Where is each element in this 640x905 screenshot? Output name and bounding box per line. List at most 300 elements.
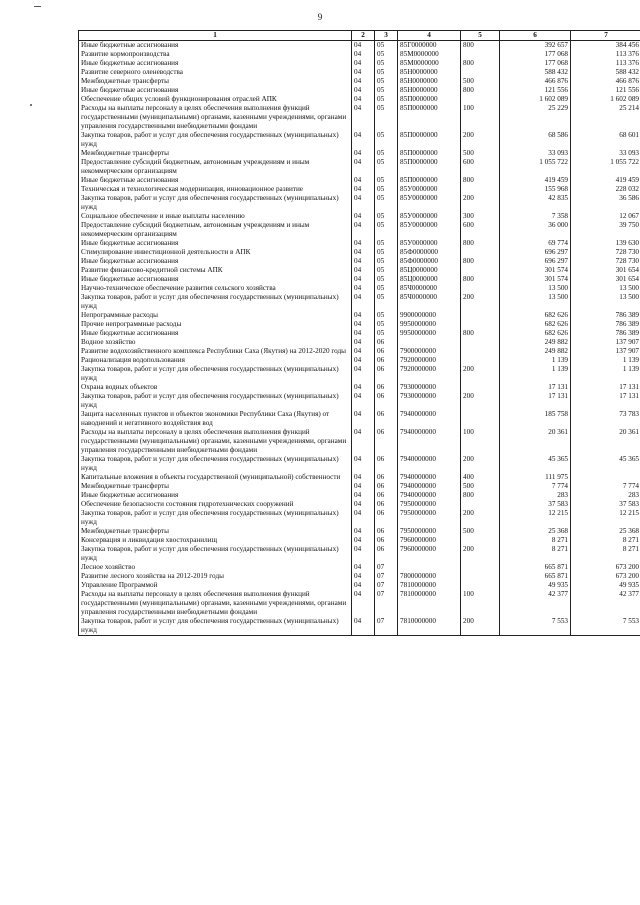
table-row [79, 383, 640, 392]
table-row [79, 536, 640, 545]
row-section: 04 [352, 365, 375, 383]
budget-table [78, 30, 640, 636]
row-section: 04 [352, 410, 375, 428]
table-row [79, 356, 640, 365]
row-subsection: 05 [375, 158, 398, 176]
row-section: 04 [352, 572, 375, 581]
row-subsection: 05 [375, 221, 398, 239]
row-expense-type: 800 [461, 176, 500, 185]
table-row [79, 320, 640, 329]
row-expense-type: 200 [461, 194, 500, 212]
row-subsection: 06 [375, 338, 398, 347]
row-value-year2: 113 376 [571, 59, 640, 68]
row-section: 04 [352, 500, 375, 509]
row-name: Консервация и ликвидация хвостохранилищ [79, 536, 352, 545]
table-row [79, 77, 640, 86]
row-target-code: 85У0000000 [398, 212, 461, 221]
row-subsection: 05 [375, 149, 398, 158]
row-name: Иные бюджетные ассигнования [79, 59, 352, 68]
row-name: Расходы на выплаты персоналу в целях обеспечения выполнения функций государственными (муниципальными) органами, казенными учреждениями, органами управления государственными внебюджетными фондами [79, 590, 352, 617]
table-row [79, 527, 640, 536]
row-section: 04 [352, 527, 375, 536]
row-name: Иные бюджетные ассигнования [79, 239, 352, 248]
row-expense-type [461, 311, 500, 320]
row-value-year1: 42 377 [500, 590, 571, 617]
row-subsection: 07 [375, 581, 398, 590]
row-value-year2: 1 055 722 [571, 158, 640, 176]
row-expense-type: 500 [461, 149, 500, 158]
row-target-code: 85П0000000 [398, 104, 461, 131]
row-expense-type: 800 [461, 257, 500, 266]
row-subsection: 06 [375, 383, 398, 392]
row-value-year2: 13 500 [571, 293, 640, 311]
scan-mark [34, 6, 41, 7]
row-value-year2 [571, 473, 640, 482]
row-value-year2: 384 456 [571, 41, 640, 51]
table-row [79, 50, 640, 59]
row-value-year1: 696 297 [500, 257, 571, 266]
row-subsection: 06 [375, 509, 398, 527]
row-target-code: 85Н0000000 [398, 68, 461, 77]
row-expense-type [461, 563, 500, 572]
row-subsection: 05 [375, 131, 398, 149]
row-value-year2: 121 556 [571, 86, 640, 95]
row-expense-type [461, 248, 500, 257]
row-target-code: 85Н0000000 [398, 86, 461, 95]
row-expense-type [461, 320, 500, 329]
row-subsection: 06 [375, 356, 398, 365]
row-value-year2: 301 654 [571, 266, 640, 275]
row-value-year2: 20 361 [571, 428, 640, 455]
row-value-year2: 73 783 [571, 410, 640, 428]
table-row [79, 158, 640, 176]
table-row [79, 482, 640, 491]
row-value-year1: 12 215 [500, 509, 571, 527]
row-value-year2: 673 200 [571, 563, 640, 572]
row-name: Стимулирование инвестиционной деятельности в АПК [79, 248, 352, 257]
row-value-year1: 682 626 [500, 320, 571, 329]
row-value-year1: 36 000 [500, 221, 571, 239]
table-row [79, 590, 640, 617]
row-subsection: 05 [375, 95, 398, 104]
row-expense-type [461, 266, 500, 275]
table-row [79, 221, 640, 239]
row-name: Иные бюджетные ассигнования [79, 491, 352, 500]
row-value-year1: 20 361 [500, 428, 571, 455]
row-value-year2: 17 131 [571, 383, 640, 392]
row-value-year1: 1 139 [500, 356, 571, 365]
row-target-code: 7810000000 [398, 617, 461, 636]
row-expense-type: 200 [461, 545, 500, 563]
row-name: Прочие непрограммные расходы [79, 320, 352, 329]
table-row [79, 455, 640, 473]
row-section: 04 [352, 482, 375, 491]
row-value-year1: 8 271 [500, 545, 571, 563]
row-target-code: 7940000000 [398, 482, 461, 491]
row-target-code: 85П0000000 [398, 95, 461, 104]
row-expense-type [461, 347, 500, 356]
table-row [79, 311, 640, 320]
row-expense-type: 800 [461, 491, 500, 500]
row-value-year2: 8 271 [571, 545, 640, 563]
row-value-year1: 177 068 [500, 59, 571, 68]
row-name: Закупка товаров, работ и услуг для обеспечения государственных (муниципальных) нужд [79, 392, 352, 410]
row-target-code: 7940000000 [398, 428, 461, 455]
table-row [79, 545, 640, 563]
row-expense-type [461, 284, 500, 293]
row-name: Межбюджетные трансферты [79, 149, 352, 158]
table-row [79, 212, 640, 221]
row-target-code [398, 563, 461, 572]
row-value-year1: 49 935 [500, 581, 571, 590]
column-header: 6 [500, 31, 571, 41]
row-value-year2: 33 093 [571, 149, 640, 158]
row-expense-type [461, 68, 500, 77]
table-row [79, 410, 640, 428]
row-value-year1: 45 365 [500, 455, 571, 473]
row-expense-type: 500 [461, 482, 500, 491]
row-section: 04 [352, 176, 375, 185]
row-value-year1: 665 871 [500, 572, 571, 581]
row-subsection: 07 [375, 590, 398, 617]
row-value-year1: 1 139 [500, 365, 571, 383]
row-value-year2: 466 876 [571, 77, 640, 86]
row-name: Защита населенных пунктов и объектов экономики Республики Саха (Якутия) от наводнений и негативного воздействия вод [79, 410, 352, 428]
row-subsection: 05 [375, 248, 398, 257]
row-subsection: 05 [375, 284, 398, 293]
row-section: 04 [352, 536, 375, 545]
row-subsection: 06 [375, 491, 398, 500]
row-expense-type: 100 [461, 428, 500, 455]
row-target-code: 9900000000 [398, 311, 461, 320]
row-target-code: 9950000000 [398, 320, 461, 329]
row-subsection: 05 [375, 59, 398, 68]
row-section: 04 [352, 491, 375, 500]
table-row [79, 176, 640, 185]
row-name: Расходы на выплаты персоналу в целях обеспечения выполнения функций государственными (муниципальными) органами, казенными учреждениями, органами управления государственными внебюджетными фондами [79, 104, 352, 131]
row-name: Иные бюджетные ассигнования [79, 86, 352, 95]
row-section: 04 [352, 428, 375, 455]
table-row [79, 257, 640, 266]
row-section: 04 [352, 311, 375, 320]
row-value-year1: 682 626 [500, 329, 571, 338]
row-target-code: 7950000000 [398, 527, 461, 536]
row-value-year2: 36 586 [571, 194, 640, 212]
row-target-code: 85Ф0000000 [398, 257, 461, 266]
row-subsection: 06 [375, 347, 398, 356]
table-row [79, 563, 640, 572]
row-name: Закупка товаров, работ и услуг для обеспечения государственных (муниципальных) нужд [79, 545, 352, 563]
row-value-year1: 13 500 [500, 284, 571, 293]
row-value-year1: 17 131 [500, 383, 571, 392]
row-expense-type [461, 185, 500, 194]
row-value-year2: 419 459 [571, 176, 640, 185]
row-section: 04 [352, 95, 375, 104]
row-value-year2: 228 032 [571, 185, 640, 194]
row-expense-type [461, 581, 500, 590]
row-name: Социальное обеспечение и иные выплаты населению [79, 212, 352, 221]
row-expense-type: 800 [461, 329, 500, 338]
row-target-code: 85У0000000 [398, 185, 461, 194]
row-target-code [398, 338, 461, 347]
row-target-code: 85У0000000 [398, 221, 461, 239]
row-subsection: 05 [375, 194, 398, 212]
row-target-code: 85П0000000 [398, 131, 461, 149]
row-value-year2: 1 602 089 [571, 95, 640, 104]
row-target-code: 7930000000 [398, 383, 461, 392]
row-value-year1: 249 882 [500, 347, 571, 356]
row-target-code: 7920000000 [398, 365, 461, 383]
row-value-year2: 728 730 [571, 257, 640, 266]
row-target-code: 85Н0000000 [398, 77, 461, 86]
row-value-year1: 419 459 [500, 176, 571, 185]
row-subsection: 05 [375, 275, 398, 284]
row-target-code: 7900000000 [398, 347, 461, 356]
row-expense-type: 400 [461, 473, 500, 482]
row-section: 04 [352, 131, 375, 149]
row-section: 04 [352, 563, 375, 572]
row-subsection: 07 [375, 572, 398, 581]
row-section: 04 [352, 275, 375, 284]
row-value-year1: 121 556 [500, 86, 571, 95]
row-section: 04 [352, 356, 375, 365]
row-target-code: 7810000000 [398, 590, 461, 617]
row-expense-type: 200 [461, 455, 500, 473]
row-value-year1: 696 297 [500, 248, 571, 257]
table-row [79, 392, 640, 410]
row-subsection: 05 [375, 239, 398, 248]
row-value-year1: 185 758 [500, 410, 571, 428]
row-value-year2: 139 630 [571, 239, 640, 248]
table-row [79, 347, 640, 356]
row-expense-type: 800 [461, 239, 500, 248]
row-value-year2: 673 200 [571, 572, 640, 581]
row-expense-type: 500 [461, 527, 500, 536]
row-value-year2: 786 389 [571, 311, 640, 320]
row-value-year2: 728 730 [571, 248, 640, 257]
table-row [79, 185, 640, 194]
row-target-code: 85Ч0000000 [398, 293, 461, 311]
row-value-year1: 42 835 [500, 194, 571, 212]
row-expense-type: 800 [461, 86, 500, 95]
row-expense-type: 300 [461, 212, 500, 221]
row-target-code: 85Ц0000000 [398, 266, 461, 275]
table-row [79, 239, 640, 248]
table-row [79, 149, 640, 158]
row-subsection: 06 [375, 482, 398, 491]
row-section: 04 [352, 617, 375, 636]
table-row [79, 365, 640, 383]
row-value-year1: 25 229 [500, 104, 571, 131]
row-section: 04 [352, 194, 375, 212]
column-header: 5 [461, 31, 500, 41]
row-value-year2: 25 368 [571, 527, 640, 536]
table-row [79, 68, 640, 77]
row-value-year1: 177 068 [500, 50, 571, 59]
row-name: Развитие кормопроизводства [79, 50, 352, 59]
row-expense-type: 200 [461, 293, 500, 311]
row-value-year1: 155 968 [500, 185, 571, 194]
row-name: Развитие водохозяйственного комплекса Республики Саха (Якутия) на 2012-2020 годы [79, 347, 352, 356]
row-subsection: 05 [375, 212, 398, 221]
row-value-year1: 13 500 [500, 293, 571, 311]
row-section: 04 [352, 320, 375, 329]
row-name: Закупка товаров, работ и услуг для обеспечения государственных (муниципальных) нужд [79, 509, 352, 527]
column-header: 2 [352, 31, 375, 41]
row-expense-type: 800 [461, 275, 500, 284]
row-expense-type [461, 338, 500, 347]
row-value-year2: 113 376 [571, 50, 640, 59]
row-name: Иные бюджетные ассигнования [79, 41, 352, 51]
row-section: 04 [352, 59, 375, 68]
row-value-year2: 137 907 [571, 347, 640, 356]
row-target-code: 7950000000 [398, 500, 461, 509]
row-expense-type [461, 95, 500, 104]
row-value-year1: 665 871 [500, 563, 571, 572]
row-subsection: 06 [375, 410, 398, 428]
row-target-code: 7940000000 [398, 410, 461, 428]
row-section: 04 [352, 50, 375, 59]
table-row [79, 41, 640, 51]
row-name: Расходы на выплаты персоналу в целях обеспечения выполнения функций государственными (муниципальными) органами, казенными учреждениями, органами управления государственными внебюджетными фондами [79, 428, 352, 455]
row-name: Межбюджетные трансферты [79, 527, 352, 536]
row-value-year2: 25 214 [571, 104, 640, 131]
row-section: 04 [352, 248, 375, 257]
row-subsection: 05 [375, 320, 398, 329]
row-subsection: 06 [375, 473, 398, 482]
row-value-year2: 49 935 [571, 581, 640, 590]
row-section: 04 [352, 149, 375, 158]
table-row [79, 104, 640, 131]
row-name: Непрограммные расходы [79, 311, 352, 320]
row-name: Водное хозяйство [79, 338, 352, 347]
row-subsection: 06 [375, 536, 398, 545]
row-expense-type [461, 572, 500, 581]
column-header: 3 [375, 31, 398, 41]
row-value-year1: 392 657 [500, 41, 571, 51]
row-name: Закупка товаров, работ и услуг для обеспечения государственных (муниципальных) нужд [79, 455, 352, 473]
row-name: Закупка товаров, работ и услуг для обеспечения государственных (муниципальных) нужд [79, 365, 352, 383]
column-header: 1 [79, 31, 352, 41]
row-expense-type [461, 383, 500, 392]
row-subsection: 05 [375, 185, 398, 194]
row-value-year1: 1 602 089 [500, 95, 571, 104]
row-target-code: 85У0000000 [398, 194, 461, 212]
table-row [79, 572, 640, 581]
row-value-year1: 33 093 [500, 149, 571, 158]
row-name: Развитие лесного хозяйства на 2012-2019 годы [79, 572, 352, 581]
row-subsection: 05 [375, 50, 398, 59]
row-expense-type: 600 [461, 158, 500, 176]
row-name: Закупка товаров, работ и услуг для обеспечения государственных (муниципальных) нужд [79, 617, 352, 636]
row-expense-type: 200 [461, 365, 500, 383]
row-value-year2: 17 131 [571, 392, 640, 410]
row-section: 04 [352, 68, 375, 77]
row-name: Межбюджетные трансферты [79, 482, 352, 491]
table-row [79, 194, 640, 212]
row-name: Развитие северного оленеводства [79, 68, 352, 77]
row-target-code: 9950000000 [398, 329, 461, 338]
row-section: 04 [352, 581, 375, 590]
table-row [79, 284, 640, 293]
row-target-code: 85П0000000 [398, 158, 461, 176]
row-name: Капитальные вложения в объекты государственной (муниципальной) собственности [79, 473, 352, 482]
row-subsection: 07 [375, 563, 398, 572]
row-value-year2: 7 774 [571, 482, 640, 491]
row-value-year1: 111 975 [500, 473, 571, 482]
row-name: Закупка товаров, работ и услуг для обеспечения государственных (муниципальных) нужд [79, 194, 352, 212]
row-value-year1: 588 432 [500, 68, 571, 77]
column-header: 7 [571, 31, 640, 41]
row-subsection: 06 [375, 365, 398, 383]
scan-dot [30, 104, 32, 106]
row-section: 04 [352, 77, 375, 86]
row-section: 04 [352, 266, 375, 275]
row-subsection: 07 [375, 617, 398, 636]
row-section: 04 [352, 293, 375, 311]
row-value-year1: 8 271 [500, 536, 571, 545]
row-value-year1: 69 774 [500, 239, 571, 248]
row-name: Обеспечение безопасности состояния гидротехнических сооружений [79, 500, 352, 509]
row-subsection: 05 [375, 104, 398, 131]
row-value-year1: 17 131 [500, 392, 571, 410]
row-name: Лесное хозяйство [79, 563, 352, 572]
row-section: 04 [352, 338, 375, 347]
row-target-code: 7920000000 [398, 356, 461, 365]
row-name: Обеспечение общих условий функционирования отраслей АПК [79, 95, 352, 104]
row-expense-type: 800 [461, 41, 500, 51]
row-value-year2: 39 750 [571, 221, 640, 239]
row-value-year2: 1 139 [571, 365, 640, 383]
row-expense-type: 600 [461, 221, 500, 239]
row-value-year1: 249 882 [500, 338, 571, 347]
table-row [79, 509, 640, 527]
row-name: Рационализация водопользования [79, 356, 352, 365]
row-value-year2: 12 067 [571, 212, 640, 221]
row-subsection: 06 [375, 428, 398, 455]
row-name: Техническая и технологическая модернизация, инновационное развитие [79, 185, 352, 194]
row-target-code: 85М0000000 [398, 59, 461, 68]
row-target-code: 85П0000000 [398, 176, 461, 185]
row-section: 04 [352, 590, 375, 617]
row-expense-type [461, 50, 500, 59]
row-section: 04 [352, 473, 375, 482]
row-section: 04 [352, 257, 375, 266]
row-subsection: 05 [375, 68, 398, 77]
table-row [79, 131, 640, 149]
table-row [79, 617, 640, 636]
row-section: 04 [352, 221, 375, 239]
row-section: 04 [352, 284, 375, 293]
row-value-year1: 283 [500, 491, 571, 500]
row-section: 04 [352, 392, 375, 410]
row-name: Закупка товаров, работ и услуг для обеспечения государственных (муниципальных) нужд [79, 293, 352, 311]
row-target-code: 85М0000000 [398, 50, 461, 59]
row-value-year1: 301 574 [500, 275, 571, 284]
row-value-year2: 12 215 [571, 509, 640, 527]
table-row [79, 275, 640, 284]
row-target-code: 7960000000 [398, 545, 461, 563]
row-section: 04 [352, 545, 375, 563]
row-expense-type: 200 [461, 509, 500, 527]
row-name: Межбюджетные трансферты [79, 77, 352, 86]
table-row [79, 248, 640, 257]
table-row [79, 500, 640, 509]
table-row [79, 95, 640, 104]
row-target-code: 7950000000 [398, 509, 461, 527]
row-target-code: 7940000000 [398, 473, 461, 482]
row-value-year2: 137 907 [571, 338, 640, 347]
